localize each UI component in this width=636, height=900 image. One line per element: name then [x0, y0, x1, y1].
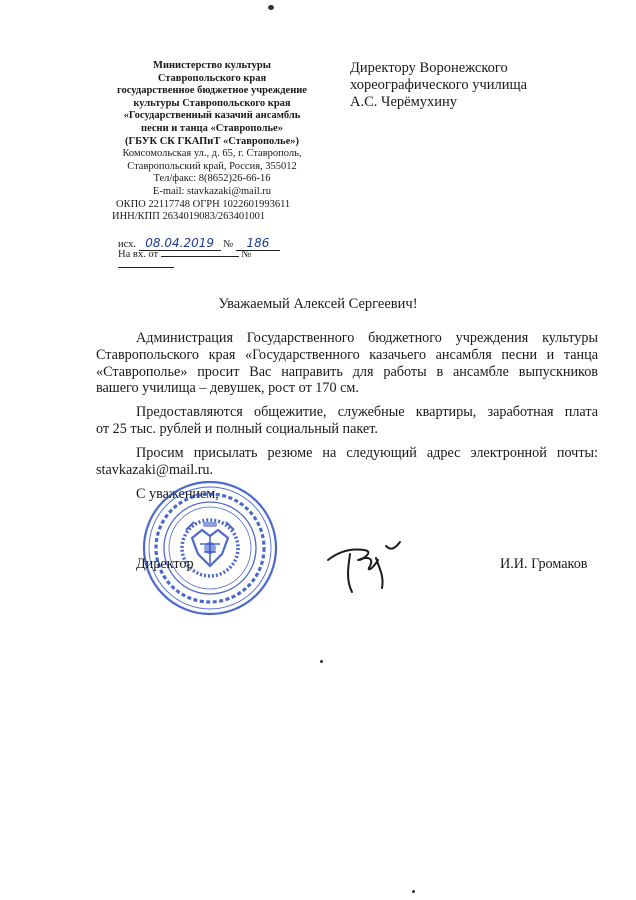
sender-line: Министерство культуры — [153, 60, 271, 71]
addressee-line: А.С. Черёмухину — [350, 94, 458, 110]
body-line: вашего училища – девушек, рост от 170 см. — [96, 380, 359, 397]
sender-line: Ставропольского края — [157, 72, 267, 84]
in-date-blank — [161, 256, 239, 257]
paragraph-request — [96, 330, 598, 397]
signer-name: И.И. Громаков — [500, 556, 588, 572]
sender-block — [102, 60, 322, 224]
paragraph-resume — [96, 445, 598, 479]
in-label: На вх. от — [118, 249, 159, 260]
sender-phone: Тел/факс: 8(8652)26-66-16 — [153, 173, 271, 185]
scan-speck — [268, 5, 274, 10]
incoming-reference — [118, 249, 308, 271]
official-seal-stamp — [140, 478, 280, 618]
sender-line: песни и танца «Ставрополье» — [141, 122, 283, 134]
sender-line: «Государственный казачий ансамбль — [123, 110, 301, 122]
addressee-block — [350, 60, 610, 111]
sender-inn-kpp: ИНН/КПП 2634019083/263401001 — [112, 211, 266, 223]
scan-speck — [320, 660, 323, 663]
handwritten-signature — [320, 530, 410, 600]
sender-address-1: Комсомольская ул., д. 65, г. Ставрополь, — [122, 148, 302, 160]
scan-speck — [412, 890, 415, 893]
body-line: Просим присылать резюме на следующий адрес электронной почты: — [136, 444, 598, 461]
number-sign: № — [223, 239, 234, 250]
body-line: от 25 тыс. рублей и полный социальный пакет. — [96, 420, 378, 437]
sender-address-2: Ставропольский край, Россия, 355012 — [127, 160, 297, 172]
out-label: исх. — [118, 239, 137, 250]
sender-line: государственное бюджетное учреждение — [117, 85, 307, 97]
addressee-line: хореографического училища — [350, 77, 528, 93]
addressee-line: Директору Воронежского — [350, 60, 508, 76]
closing: С уважением, — [136, 486, 219, 502]
greeting: Уважаемый Алексей Сергеевич! — [218, 296, 418, 312]
sender-okpo-ogrn: ОКПО 22117748 ОГРН 1022601993611 — [116, 198, 291, 210]
sender-email: E-mail: stavkazaki@mail.ru — [152, 185, 272, 197]
out-date: 08.04.2019 — [139, 236, 221, 251]
sender-line: (ГБУК СК ГКАПиТ «Ставрополье») — [125, 135, 299, 147]
signer-position: Директор — [136, 556, 194, 572]
out-number: 186 — [236, 236, 280, 251]
body-line: «Ставрополье» просит Вас направить для работы в ансамбле выпускников — [96, 363, 598, 380]
letter-body — [96, 330, 598, 485]
body-line: Администрация Государственного бюджетного учреждения культуры — [136, 330, 598, 346]
in-number-sign: № — [241, 249, 252, 260]
paragraph-offer — [96, 404, 598, 438]
in-number-blank — [118, 267, 174, 268]
body-line: Ставропольского края «Государственного казачьего ансамбля песни и танца — [96, 346, 598, 363]
body-line: stavkazaki@mail.ru. — [96, 461, 214, 478]
sender-line: культуры Ставропольского края — [133, 97, 291, 109]
body-line: Предоставляются общежитие, служебные квартиры, заработная плата — [136, 404, 598, 421]
